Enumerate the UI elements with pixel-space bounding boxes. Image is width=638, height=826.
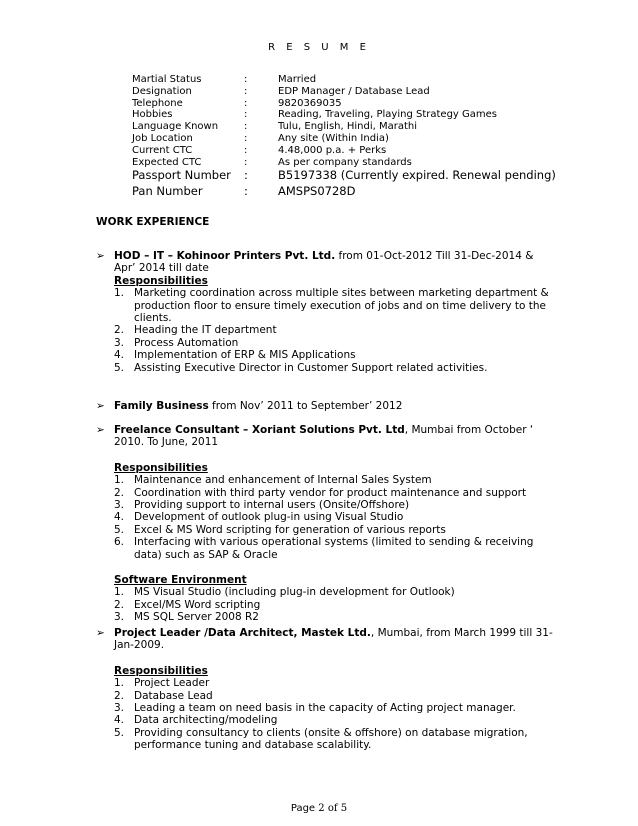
experience-entry	[96, 627, 556, 752]
info-value: Any site (Within India)	[278, 132, 389, 144]
item-number: 4.	[114, 511, 125, 524]
list-item	[114, 324, 556, 336]
info-label: Job Location	[132, 132, 193, 144]
item-number: 1.	[114, 474, 125, 487]
list-item	[114, 536, 556, 561]
responsibilities-heading: Responsibilities	[114, 664, 208, 677]
list-item	[114, 727, 556, 752]
item-number: 6.	[114, 536, 125, 549]
list-item	[114, 337, 556, 349]
info-label: Current CTC	[132, 144, 193, 156]
info-value: Reading, Traveling, Playing Strategy Games	[278, 109, 497, 121]
responsibilities-heading: Responsibilities	[114, 461, 208, 474]
info-separator: :	[244, 144, 248, 156]
info-value: EDP Manager / Database Lead	[278, 85, 430, 97]
entry-detail: from 01-Oct-2012 Till 31-Dec-2014 & Apr’ 2014 till date	[114, 250, 534, 275]
software-environment-list	[114, 586, 556, 623]
entry-detail: from Nov’ 2011 to September’ 2012	[208, 400, 403, 412]
item-text: Implementation of ERP & MIS Applications	[134, 349, 356, 362]
item-text: Coordination with third party vendor for product maintenance and support	[134, 486, 527, 499]
info-value: 9820369035	[278, 97, 342, 109]
info-separator: :	[244, 168, 248, 183]
info-separator: :	[244, 85, 248, 97]
experience-entry	[96, 424, 556, 624]
entry-header	[114, 400, 556, 412]
item-text: Database Lead	[134, 689, 213, 702]
info-value: 4.48,000 p.a. + Perks	[278, 144, 387, 156]
info-value: B5197338 (Currently expired. Renewal pending)	[278, 168, 556, 183]
item-text: Interfacing with various operational systems (limited to sending & receiving data) such as SAP & Oracle	[134, 536, 534, 561]
responsibilities-list	[114, 677, 556, 751]
info-label: Pan Number	[132, 183, 203, 198]
footer-of: of	[324, 803, 341, 814]
item-text: Providing support to internal users (Onsite/Offshore)	[134, 499, 410, 512]
item-text: Excel & MS Word scripting for generation of various reports	[134, 523, 446, 536]
info-label: Martial Status	[132, 74, 202, 85]
info-value: As per company standards	[278, 156, 412, 168]
item-text: Development of outlook plug-in using Visual Studio	[134, 511, 404, 524]
item-number: 4.	[114, 714, 125, 727]
arrow-bullet-icon: ➢	[96, 424, 105, 436]
experience-entry	[96, 250, 556, 374]
info-separator: :	[244, 121, 248, 133]
item-text: Assisting Executive Director in Customer Support related activities.	[134, 361, 488, 374]
list-item	[114, 677, 556, 689]
entry-detail: , Mumbai from October ‘ 2010. To June, 2011	[114, 424, 534, 449]
item-text: MS SQL Server 2008 R2	[134, 611, 259, 624]
responsibilities-heading: Responsibilities	[114, 274, 208, 287]
footer-page-number: 2	[318, 803, 325, 814]
list-item	[114, 611, 556, 623]
arrow-bullet-icon: ➢	[96, 627, 105, 639]
footer-prefix: Page	[290, 803, 319, 814]
entry-company: Freelance Consultant – Xoriant Solutions Pvt. Ltd	[114, 424, 405, 436]
list-item	[114, 714, 556, 726]
list-item	[114, 287, 556, 324]
item-number: 5.	[114, 726, 125, 739]
software-environment-heading: Software Environment	[114, 574, 247, 587]
info-value: Tulu, English, Hindi, Marathi	[278, 121, 418, 133]
page-title: R E S U M E	[268, 42, 370, 53]
info-separator: :	[244, 97, 248, 109]
info-separator: :	[244, 183, 248, 198]
entry-company: HOD – IT – Kohinoor Printers Pvt. Ltd.	[114, 250, 336, 262]
info-value: Married	[278, 74, 317, 85]
entry-company: Project Leader /Data Architect, Mastek Ltd.	[114, 627, 371, 639]
item-number: 3.	[114, 611, 125, 624]
item-text: MS Visual Studio (including plug-in development for Outlook)	[134, 586, 455, 599]
item-number: 3.	[114, 702, 125, 715]
info-separator: :	[244, 156, 248, 168]
responsibilities-list	[114, 287, 556, 374]
info-label: Expected CTC	[132, 156, 202, 168]
info-label: Designation	[132, 85, 192, 97]
responsibilities-list	[114, 474, 556, 561]
arrow-bullet-icon: ➢	[96, 250, 105, 262]
item-text: Data architecting/modeling	[134, 714, 278, 727]
entry-company: Family Business	[114, 400, 209, 412]
entry-header	[114, 627, 556, 652]
entry-detail: , Mumbai, from March 1999 till 31-Jan-2009.	[114, 627, 553, 652]
list-item	[114, 690, 556, 702]
item-text: Excel/MS Word scripting	[134, 598, 261, 611]
item-number: 3.	[114, 499, 125, 512]
item-text: Leading a team on need basis in the capacity of Acting project manager.	[134, 702, 516, 715]
entry-header	[114, 424, 556, 449]
info-value: AMSPS0728D	[278, 183, 356, 198]
info-separator: :	[244, 109, 248, 121]
info-label: Telephone	[132, 97, 183, 109]
item-text: Project Leader	[134, 677, 210, 690]
work-experience-heading: WORK EXPERIENCE	[96, 216, 210, 228]
item-text: Heading the IT department	[134, 324, 277, 337]
info-label: Passport Number	[132, 168, 231, 183]
item-text: Providing consultancy to clients (onsite & offshore) on database migration, performance tuning and database scalability.	[134, 726, 528, 752]
list-item	[114, 499, 556, 511]
page-footer	[0, 803, 638, 814]
item-number: 3.	[114, 336, 125, 349]
item-number: 2.	[114, 486, 125, 499]
item-number: 1.	[114, 287, 125, 300]
footer-total-pages: 5	[340, 803, 348, 814]
item-number: 1.	[114, 586, 125, 599]
item-number: 2.	[114, 689, 125, 702]
info-separator: :	[244, 132, 248, 144]
item-number: 4.	[114, 349, 125, 362]
entry-header	[114, 250, 556, 275]
list-item	[114, 586, 556, 598]
list-item	[114, 599, 556, 611]
list-item	[114, 349, 556, 361]
item-number: 1.	[114, 677, 125, 690]
item-number: 5.	[114, 523, 125, 536]
list-item	[114, 362, 556, 374]
list-item	[114, 702, 556, 714]
info-separator: :	[244, 74, 248, 85]
item-text: Marketing coordination across multiple sites between marketing department & production floor to ensure timely execution of jobs and on time delivery to the clients.	[134, 287, 549, 325]
experience-entry	[96, 400, 556, 412]
list-item	[114, 511, 556, 523]
list-item	[114, 474, 556, 486]
item-number: 5.	[114, 361, 125, 374]
item-text: Maintenance and enhancement of Internal Sales System	[134, 474, 432, 487]
list-item	[114, 524, 556, 536]
item-text: Process Automation	[134, 336, 239, 349]
item-number: 2.	[114, 598, 125, 611]
item-number: 2.	[114, 324, 125, 337]
list-item	[114, 487, 556, 499]
info-label: Hobbies	[132, 109, 173, 121]
arrow-bullet-icon: ➢	[96, 400, 105, 412]
info-label: Language Known	[132, 121, 219, 133]
